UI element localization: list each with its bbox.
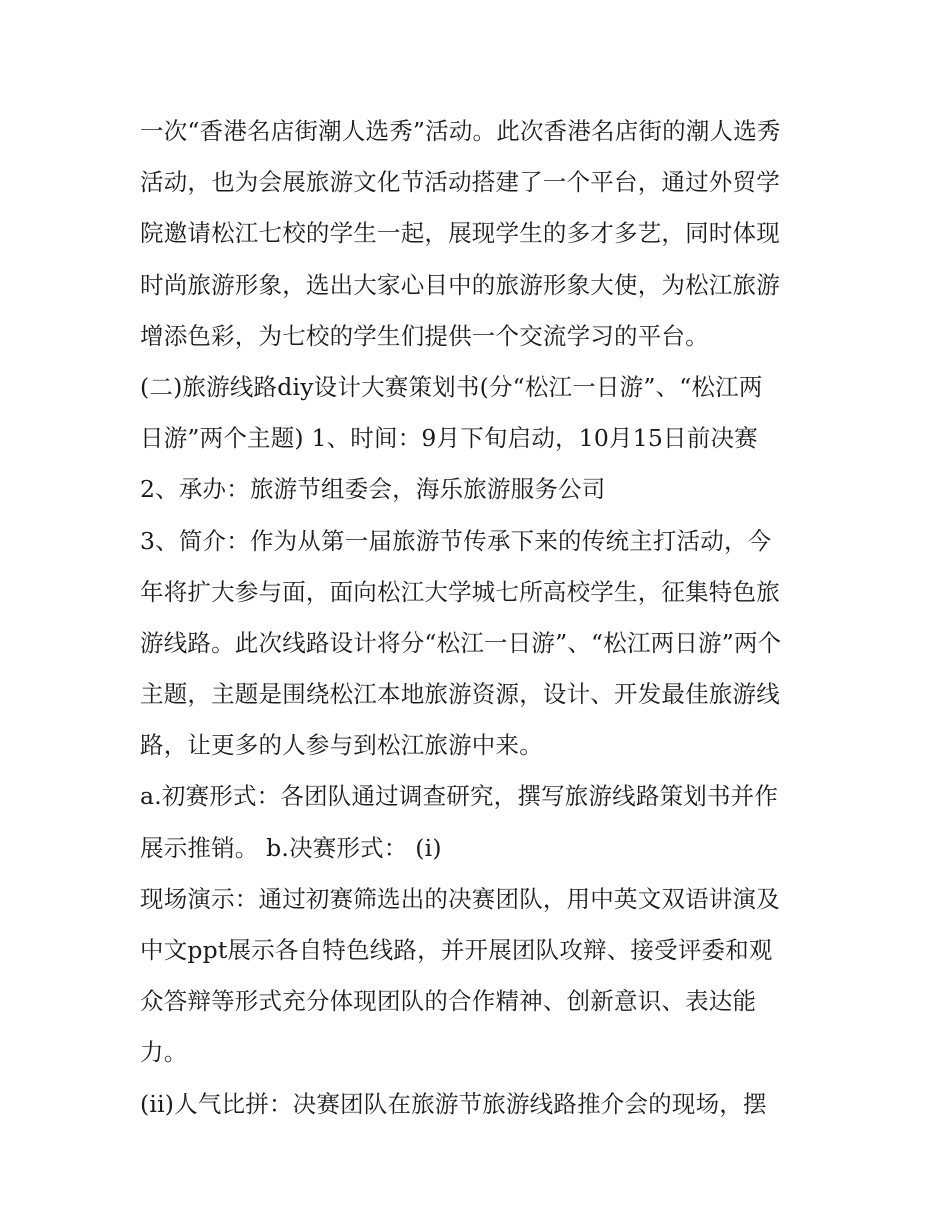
- text-line: 中文ppt展示各自特色线路，并开展团队攻辩、接受评委和观: [140, 936, 773, 964]
- text-line: 路，让更多的人参与到松江旅游中来。: [140, 731, 543, 760]
- body-text: [140, 106, 820, 1130]
- text-line: a.初赛形式：各团队通过调查研究，撰写旅游线路策划书并作: [140, 782, 779, 811]
- text-line: 日游”两个主题) 1、时间：9月下旬启动，10月15日前决赛: [140, 424, 758, 453]
- text-line: 院邀请松江七校的学生一起，展现学生的多才多艺，同时体现: [140, 219, 780, 248]
- text-line: 展示推销。 b.决赛形式： (i): [140, 833, 442, 862]
- text-line: 现场演示：通过初赛筛选出的决赛团队，用中英文双语讲演及: [140, 884, 780, 913]
- text-line: 一次“香港名店街潮人选秀”活动。此次香港名店街的潮人选秀: [140, 117, 781, 145]
- text-line: 2、承办：旅游节组委会，海乐旅游服务公司: [140, 475, 606, 504]
- text-line: 力。: [140, 1038, 188, 1067]
- text-line: 众答辩等形式充分体现团队的合作精神、创新意识、表达能: [140, 987, 757, 1016]
- text-line: 活动，也为会展旅游文化节活动搭建了一个平台，通过外贸学: [140, 168, 780, 197]
- text-line: 主题，主题是围绕松江本地旅游资源，设计、开发最佳旅游线: [140, 680, 780, 709]
- text-line: 增添色彩，为七校的学生们提供一个交流学习的平台。: [140, 321, 709, 350]
- text-line: 3、简介：作为从第一届旅游节传承下来的传统主打活动，今: [140, 526, 772, 555]
- text-line: 游线路。此次线路设计将分“松江一日游”、“松江两日游”两个: [140, 628, 782, 657]
- text-line: (ii)人气比拼：决赛团队在旅游节旅游线路推介会的现场，摆: [140, 1089, 767, 1118]
- text-line: 年将扩大参与面，面向松江大学城七所高校学生，征集特色旅: [140, 577, 780, 606]
- text-line: (二)旅游线路diy设计大赛策划书(分“松江一日游”、“松江两: [140, 372, 763, 401]
- text-line: 时尚旅游形象，选出大家心目中的旅游形象大使，为松江旅游: [140, 270, 780, 299]
